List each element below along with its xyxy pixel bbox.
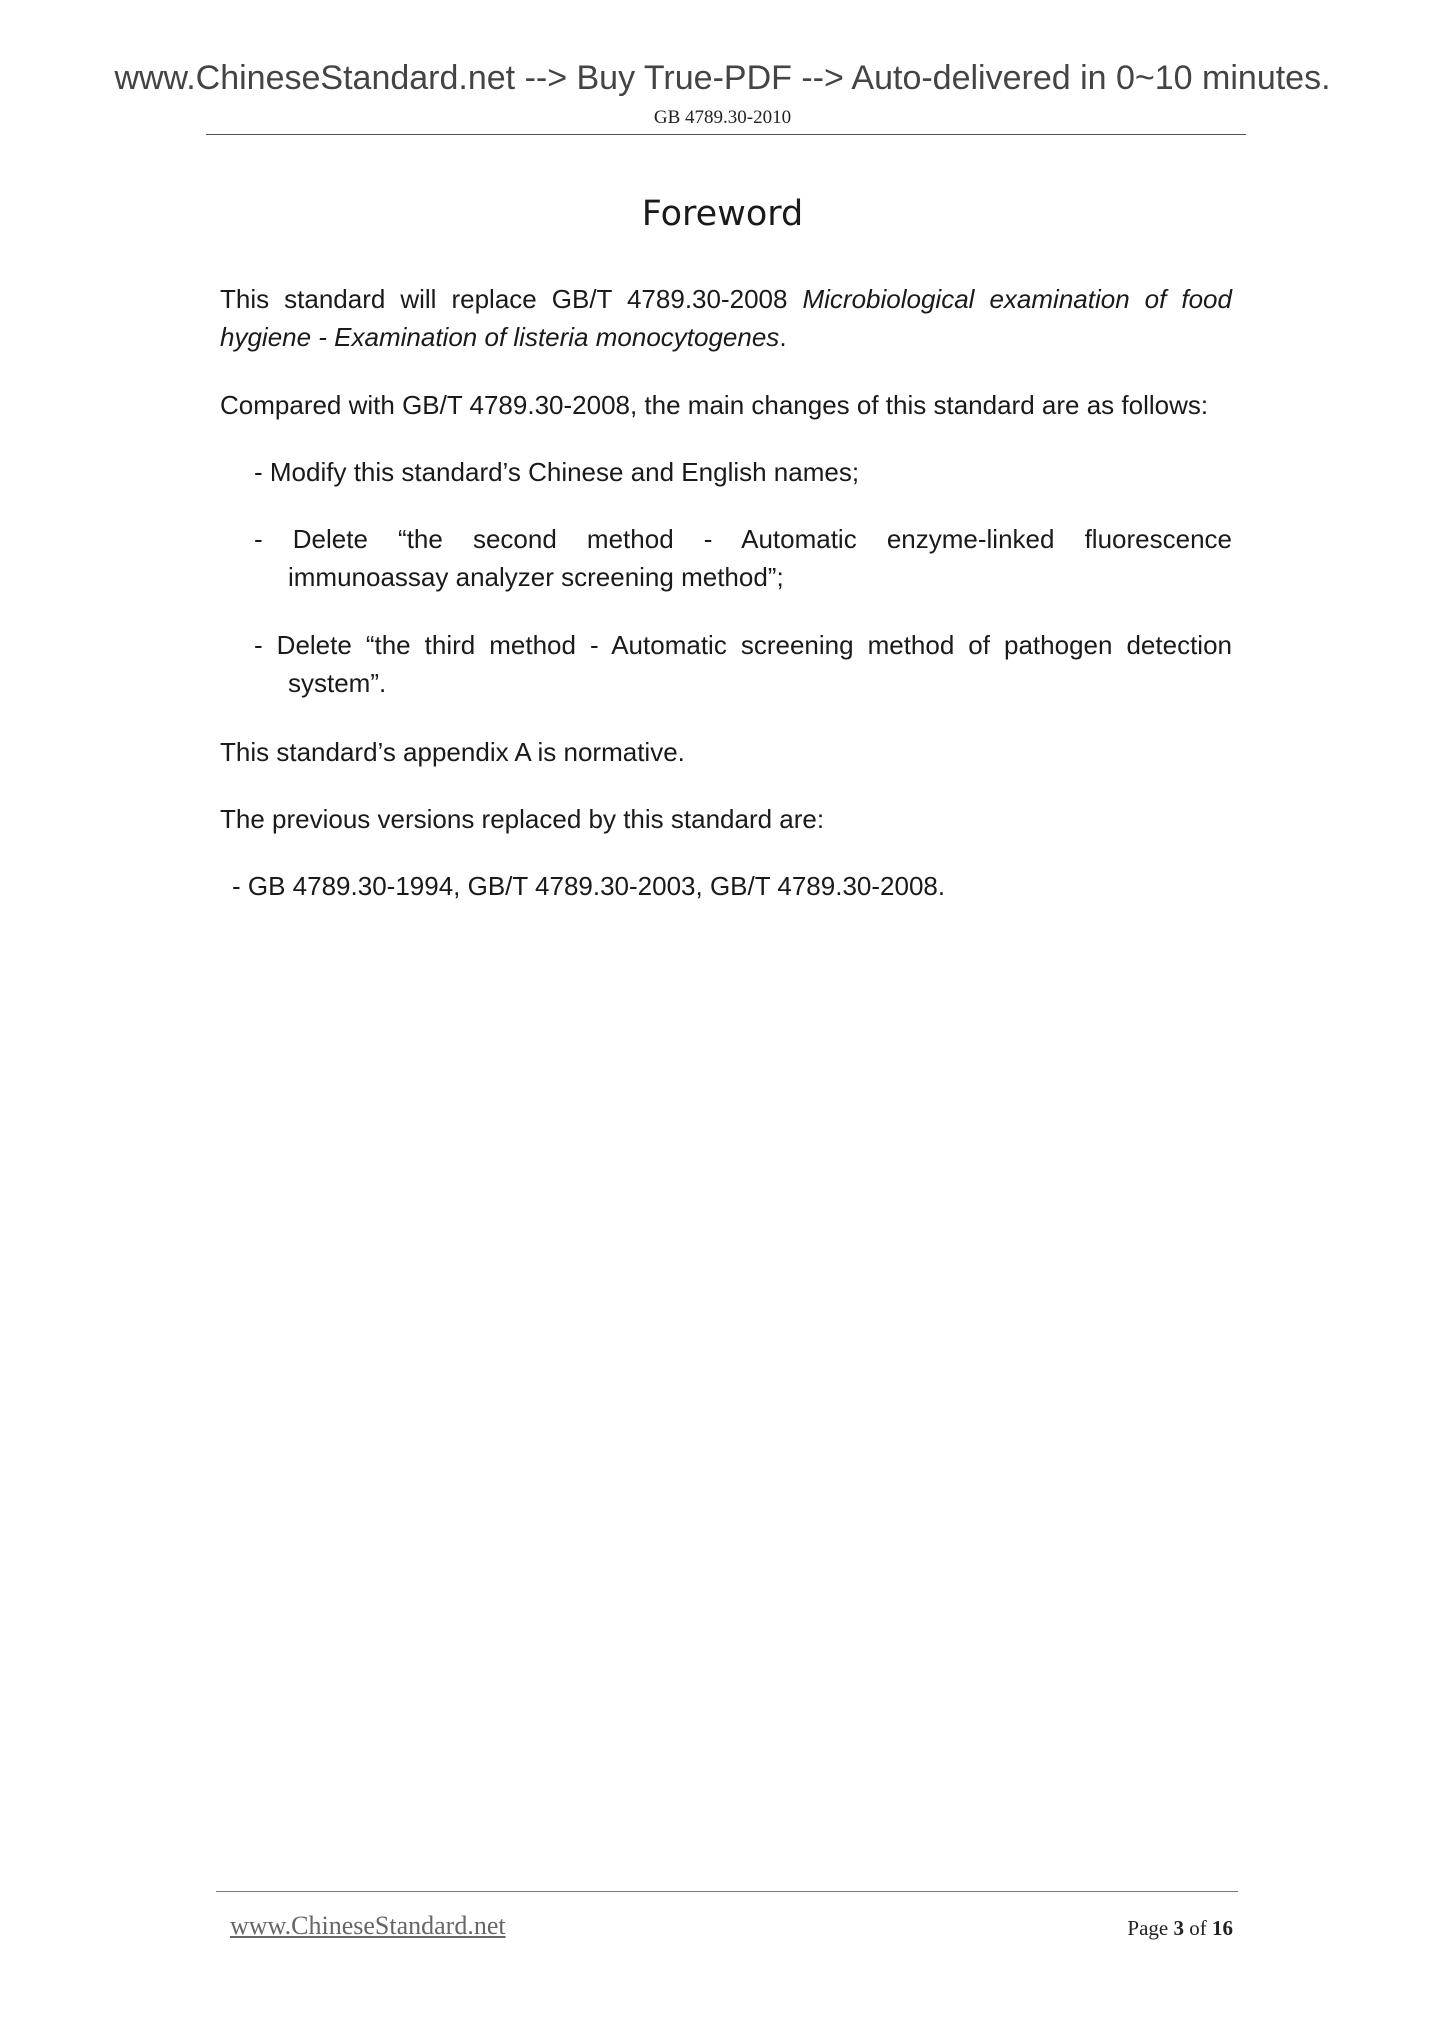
standard-code: GB 4789.30-2010	[653, 107, 792, 128]
list-dash: -	[254, 524, 293, 554]
list-item-text: Delete “the third method - Automatic screening method of pathogen detection	[276, 630, 1232, 660]
list-item-line	[254, 520, 1232, 558]
previous-versions-list: - GB 4789.30-1994, GB/T 4789.30-2003, GB/T 4789.30-2008.	[232, 871, 946, 901]
footer-site-link[interactable]: www.ChineseStandard.net	[230, 1911, 506, 1940]
appendix-note: This standard’s appendix A is normative.	[220, 737, 685, 767]
replaced-standard-title: Microbiological examination of food hygiene - Examination of listeria monocytogenes	[220, 284, 1232, 352]
list-item	[254, 453, 1232, 491]
top-banner: www.ChineseStandard.net --> Buy True-PDF --> Auto-delivered in 0~10 minutes.	[114, 59, 1331, 97]
list-item-continuation: immunoassay analyzer screening method”;	[288, 562, 784, 592]
page-of: of	[1189, 1916, 1207, 1940]
intro-text: This standard will replace GB/T 4789.30-2008	[220, 284, 803, 314]
intro-text-end: .	[779, 322, 787, 352]
footer-divider	[216, 1891, 1238, 1892]
list-item-continuation: system”.	[288, 668, 387, 698]
list-item	[254, 626, 1232, 702]
list-dash: -	[254, 630, 277, 660]
list-item-text: Delete “the second method - Automatic enzyme-linked fluorescence	[292, 524, 1232, 554]
list-dash: -	[254, 457, 270, 487]
list-item	[254, 520, 1232, 596]
page-total: 16	[1212, 1916, 1233, 1940]
page-current: 3	[1173, 1916, 1184, 1940]
page-label: Page	[1127, 1916, 1169, 1940]
changes-intro: Compared with GB/T 4789.30-2008, the main changes of this standard are as follows:	[220, 390, 1209, 420]
intro-paragraph	[220, 280, 1232, 356]
previous-versions-intro: The previous versions replaced by this standard are:	[220, 804, 825, 834]
page-title: Foreword	[641, 194, 804, 234]
list-item-text: Modify this standard’s Chinese and English names;	[269, 457, 860, 487]
list-item-line	[254, 626, 1232, 664]
header-divider	[206, 134, 1246, 135]
page-number	[1127, 1914, 1233, 1942]
